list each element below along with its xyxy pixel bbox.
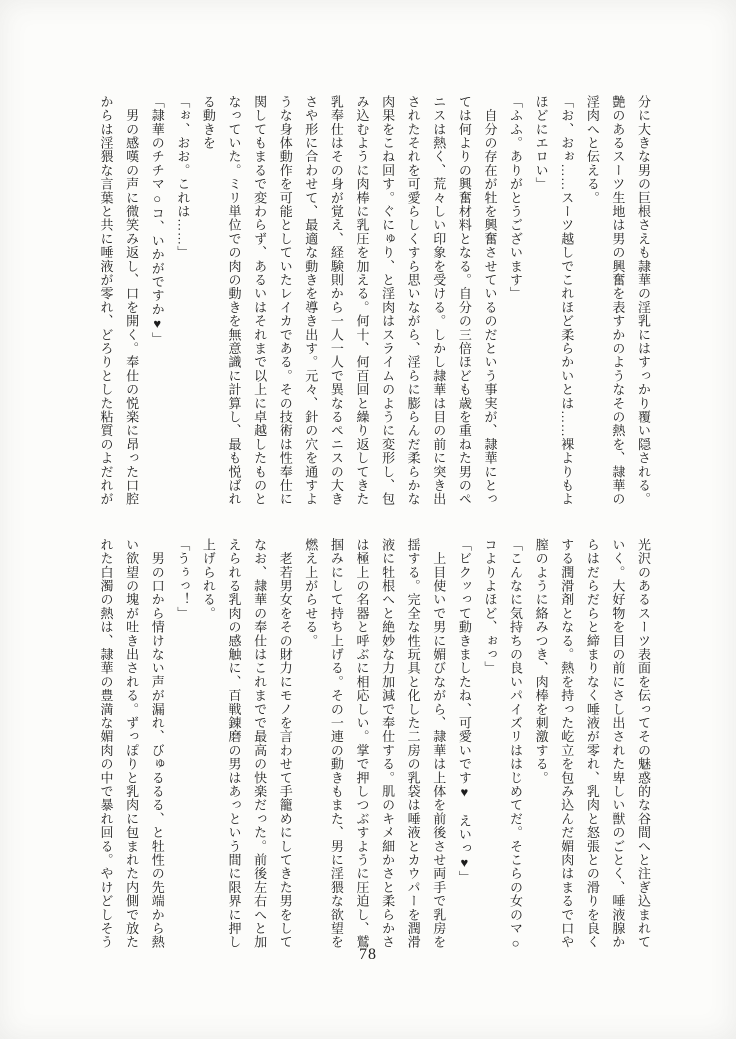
text-column: は極上の名器と呼ぶに相応しい。掌で押しつぶすように圧迫し、鷲 — [354, 538, 370, 949]
text-column: えられる乳肉の感触に、百戦錬磨の男はあっという間に限界に押し — [226, 538, 242, 949]
text-column: 「隷華のチチマ○コ、いかがですか♥」 — [149, 95, 165, 346]
text-column: ニスは熱く、荒々しい印象を受ける。しかし隷華は目の前に突き出 — [431, 95, 447, 506]
page-number: 78 — [359, 946, 377, 963]
text-column: からは淫猥な言葉と共に唾液が零れ、どろりとした粘質のよだれが — [98, 95, 114, 506]
text-column: 分に大きな男の巨根さえも隷華の淫乳にはすっかり覆い隠される。 — [636, 95, 651, 506]
text-column: み込むように肉棒に乳圧を加える。何十、何百回と繰り返してきた — [354, 95, 370, 506]
text-column: 男の感嘆の声に微笑み返し、口を開く。奉仕の悦楽に昂った口腔 — [124, 95, 140, 506]
text-column: さや形に合わせて、最適な動きを導き出す。元々、針の穴を通すよ — [303, 95, 319, 506]
text-block-bottom — [93, 538, 656, 954]
text-column: 「ふふ。ありがとうございます」 — [508, 95, 524, 301]
text-column: 膣のように絡みつき、肉棒を刺激する。 — [533, 538, 549, 785]
text-column: 燃え上がらせる。 — [303, 538, 319, 648]
text-column: ては何よりの興奮材料となる。自分の三倍ほども歳を重ねた男のペ — [456, 95, 472, 506]
text-column: 肉果をこね回す。ぐにゅり、と淫肉はスライムのように変形し、包 — [380, 95, 396, 506]
text-column: れた白濁の熱は、隷華の豊満な媚肉の中で暴れ回る。やけどしそう — [98, 538, 114, 949]
text-column: 「ビクッって動きましたね、可愛いです♥ えいっ♥」 — [456, 538, 472, 885]
text-column: い欲望の塊が吐き出される。ずっぽりと乳肉に包まれた内側で放た — [124, 538, 140, 949]
text-column: 自分の存在が牡を興奮させているのだという事実が、隷華にとっ — [482, 95, 498, 506]
text-column: 関してもまるで変わらず、あるいはそれまで以上に卓越したものと — [252, 95, 268, 506]
text-column: 艶のあるスーツ生地は男の興奮を表すかのようなその熱を、隷華の — [610, 95, 626, 506]
text-block-top — [93, 95, 656, 511]
text-column: 「うぅっ！」 — [175, 538, 191, 621]
text-column: 液に牡根へと絶妙な力加減で奉仕する。肌のキメ細かさと柔らかさ — [380, 538, 396, 949]
text-column: 揺する。完全な性玩具と化した二房の乳袋は唾液とカウパーを潤滑 — [405, 538, 421, 949]
text-column: する潤滑剤となる。熱を持った屹立を包み込んだ媚肉はまるで口や — [559, 538, 575, 949]
text-column: 上げられる。 — [200, 538, 216, 621]
text-column: らはだらだらと締まりなく唾液が零れ、乳肉と怒張との滑りを良く — [584, 538, 600, 949]
text-column: コよりよほど、ぉっ」 — [482, 538, 498, 675]
text-column: る動きを — [200, 95, 216, 150]
text-column: されたそれを可愛らしくすら思いながら、淫らに膨らんだ柔らかな — [405, 95, 421, 506]
text-column: 「お、おぉ……スーツ越しでこれほど柔らかいとは……裸よりもよ — [559, 95, 575, 506]
text-column: 光沢のあるスーツ表面を伝ってその魅惑的な谷間へと注ぎ込まれて — [636, 538, 651, 949]
text-column: いく。大好物を目の前にさし出された卑しい獣のごとく、唾液腺か — [610, 538, 626, 949]
text-column: なっていた。ミリ単位での肉の動きを無意識に計算し、最も悦ばれ — [226, 95, 242, 506]
text-column: なお、隷華の奉仕はこれまでで最高の快楽だった。前後左右へと加 — [252, 538, 268, 949]
text-column: 淫肉へと伝える。 — [584, 95, 600, 205]
text-column: 掴みにして持ち上げる。その一連の動きもまた、男に淫猥な欲望を — [328, 538, 344, 949]
text-column: 「こんなに気持ちの良いパイズリははじめてだ。そこらの女のマ○ — [508, 538, 524, 951]
text-column: うな身体動作を可能としていたレイカである。その技術は性奉仕に — [277, 95, 293, 506]
text-column: ほどにエロい」 — [533, 95, 549, 191]
text-column: 上目使いで男に媚びながら、隷華は上体を前後させ両手で乳房を — [431, 538, 447, 949]
text-column: 老若男女をその財力にモノを言わせて手籠めにしてきた男をして — [277, 538, 293, 949]
text-column: 「ぉ、おお。これは……」 — [175, 95, 191, 260]
text-column: 男の口から情けない声が漏れ、びゅるるる、と牡性の先端から熱 — [149, 538, 165, 949]
text-column: 乳奉仕はその身が覚え、経験則から一人一人で異なるペニスの大き — [328, 95, 344, 506]
